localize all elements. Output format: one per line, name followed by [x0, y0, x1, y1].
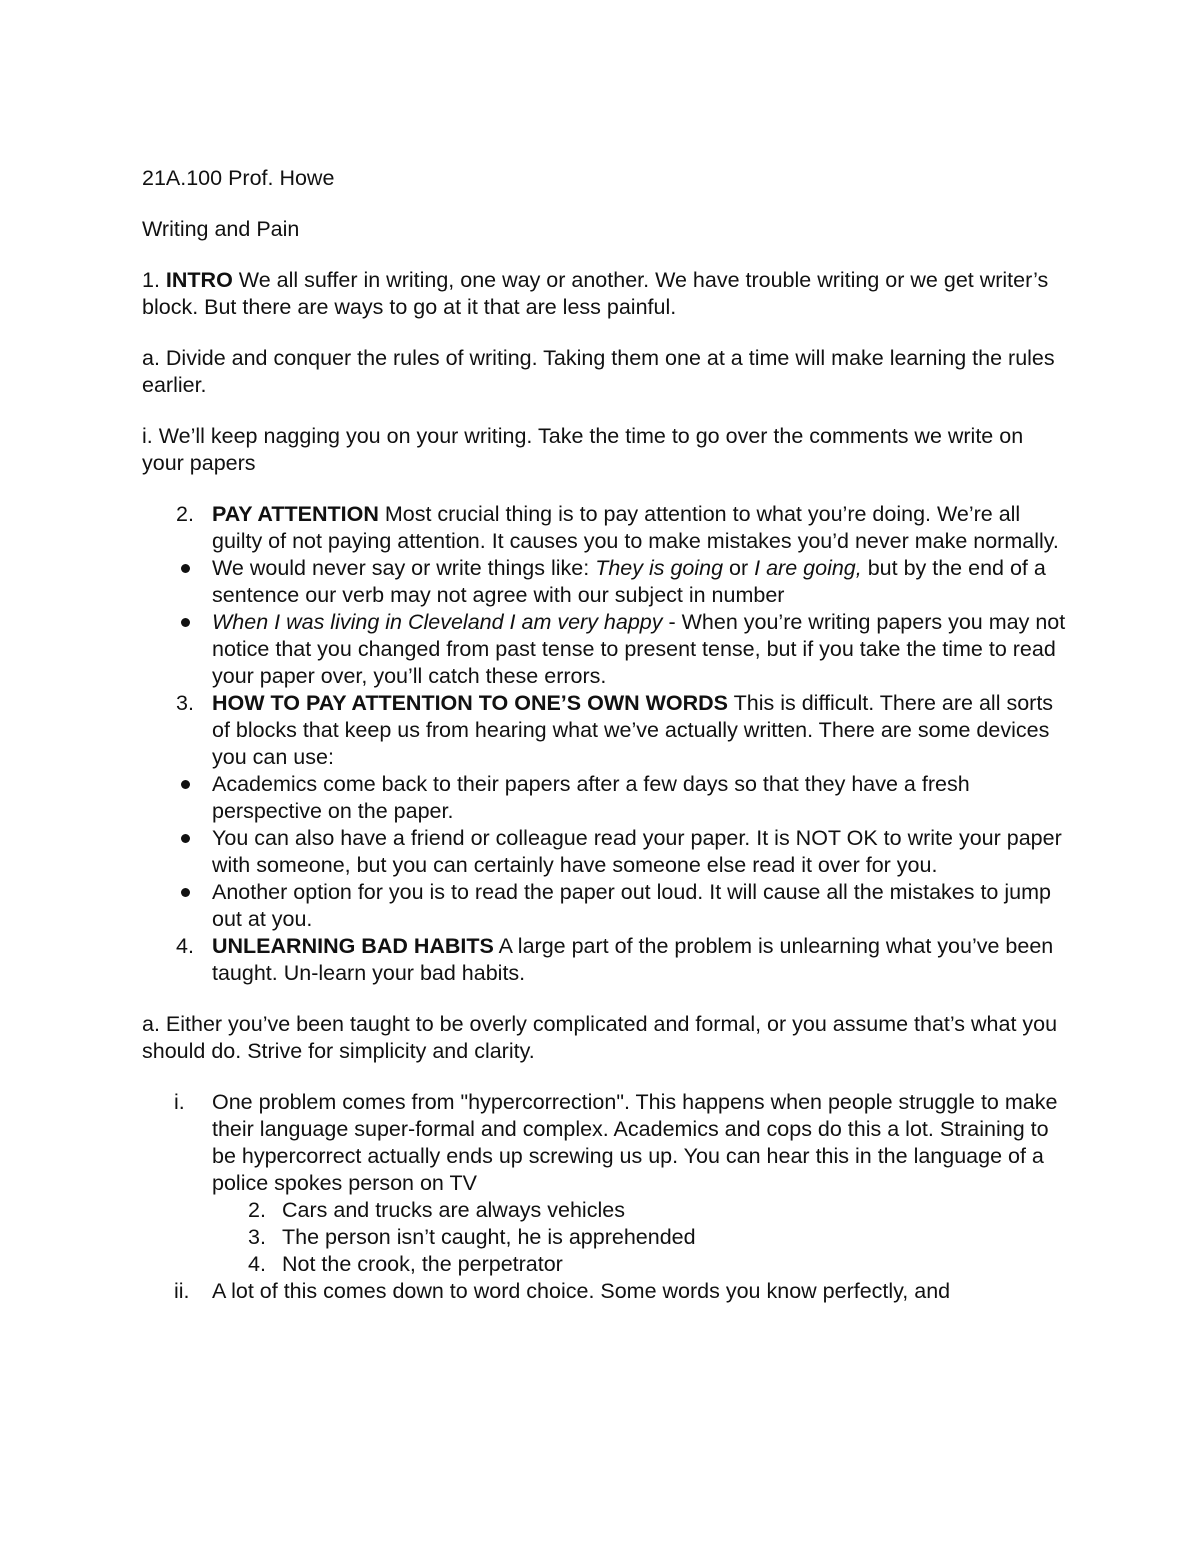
- roman-text: One problem comes from "hypercorrection". This happens when people struggle to make their language super-formal and complex. Academics and cops do this a lot. Straining to be hypercorrect actually ends up screwing us up. You can hear this in the language of a police spokes person on TV: [212, 1090, 1058, 1195]
- bullet-icon: [181, 834, 190, 843]
- item-text: Most crucial thing is to pay attention to what you’re doing. We’re all guilty of not paying attention. It causes you to make mistakes you’d never make normally.: [212, 502, 1059, 553]
- bullet-icon: [181, 888, 190, 897]
- roman-number: ii.: [174, 1279, 190, 1303]
- intro-point-a: a. Divide and conquer the rules of writing. Taking them one at a time will make learning the rules earlier.: [142, 346, 1055, 397]
- sub-list-item: [142, 1224, 1067, 1251]
- sub-list-item: [142, 1251, 1067, 1278]
- sub-text: Not the crook, the perpetrator: [282, 1252, 563, 1276]
- sub-number: 4.: [248, 1252, 266, 1276]
- example-text: They is going: [595, 556, 724, 580]
- bullet-item: [142, 825, 1067, 879]
- item-text: A large part of the problem is unlearning what you’ve been taught. Un-learn your bad habits.: [212, 934, 1054, 985]
- sub-text: Cars and trucks are always vehicles: [282, 1198, 625, 1222]
- item-heading: UNLEARNING BAD HABITS: [212, 934, 494, 958]
- sub-number: 2.: [248, 1198, 266, 1222]
- bullet-item: [142, 771, 1067, 825]
- item-heading: PAY ATTENTION: [212, 502, 379, 526]
- bullet-icon: [181, 564, 190, 573]
- item-heading: HOW TO PAY ATTENTION TO ONE’S OWN WORDS: [212, 691, 729, 715]
- intro-point-i: i. We’ll keep nagging you on your writing. Take the time to go over the comments we write on your papers: [142, 424, 1024, 475]
- bullet-text: but by the end of a sentence our verb may not agree with our subject in number: [212, 556, 1046, 607]
- bullet-text: You can also have a friend or colleague read your paper. It is NOT OK to write your paper with someone, but you can certainly have someone else read it over for you.: [212, 826, 1062, 877]
- document-title: Writing and Pain: [142, 217, 300, 241]
- intro-text: We all suffer in writing, one way or another. We have trouble writing or we get writer’s block. But there are ways to go at it that are less painful.: [142, 268, 1049, 319]
- intro-number: 1.: [142, 268, 160, 292]
- bullet-item: [142, 879, 1067, 933]
- sub-text: The person isn’t caught, he is apprehended: [282, 1225, 696, 1249]
- course-header: 21A.100 Prof. Howe: [142, 166, 335, 190]
- unlearning-point-a: a. Either you’ve been taught to be overly complicated and formal, or you assume that’s what you should do. Strive for simplicity and clarity.: [142, 1012, 1058, 1063]
- example-text: When I was living in Cleveland I am very happy: [212, 610, 663, 634]
- list-item-unlearning: [142, 933, 1067, 987]
- roman-text: A lot of this comes down to word choice. Some words you know perfectly, and: [212, 1279, 951, 1303]
- intro-paragraph: [142, 267, 1067, 321]
- list-number: 3.: [176, 691, 194, 715]
- bullet-icon: [181, 618, 190, 627]
- intro-heading: INTRO: [165, 268, 233, 292]
- bullet-list: [212, 555, 1067, 690]
- bullet-text: - When you’re writing papers you may not notice that you changed from past tense to present tense, but if you take the time to read your paper over, you’ll catch these errors.: [212, 610, 1066, 688]
- bullet-text: We would never say or write things like:: [212, 556, 596, 580]
- bullet-list: [212, 771, 1067, 933]
- bullet-text: or: [723, 556, 755, 580]
- bullet-text: Academics come back to their papers after a few days so that they have a fresh perspective on the paper.: [212, 772, 970, 823]
- bullet-icon: [181, 780, 190, 789]
- sub-number: 3.: [248, 1225, 266, 1249]
- list-item-own-words: [142, 690, 1067, 933]
- bullet-item: [142, 609, 1067, 690]
- document-body: [142, 165, 1067, 1305]
- bullet-item: [142, 555, 1067, 609]
- sub-list-item: [142, 1197, 1067, 1224]
- list-item-pay-attention: [142, 501, 1067, 690]
- list-number: 4.: [176, 934, 194, 958]
- list-number: 2.: [176, 502, 194, 526]
- example-text: I are going,: [754, 556, 862, 580]
- bullet-text: Another option for you is to read the paper out loud. It will cause all the mistakes to jump out at you.: [212, 880, 1051, 931]
- roman-number: i.: [174, 1090, 185, 1114]
- roman-item-i: [142, 1089, 1067, 1197]
- roman-item-ii: [142, 1278, 1067, 1305]
- item-text: This is difficult. There are all sorts of blocks that keep us from hearing what we’ve actually written. There are some devices you can use:: [212, 691, 1054, 769]
